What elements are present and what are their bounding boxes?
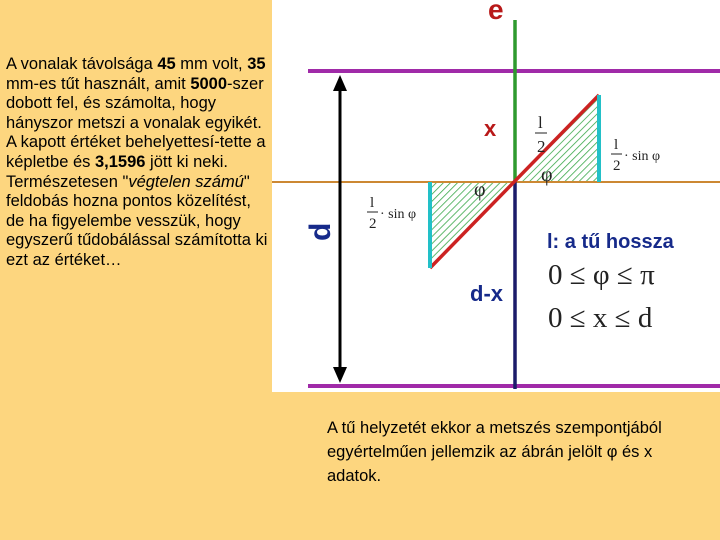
left-sin-denominator: 2 xyxy=(369,216,377,232)
right-sin-numerator: l xyxy=(614,137,619,153)
italic-phrase: végtelen számú xyxy=(128,172,244,191)
distance-value: 45 xyxy=(157,55,176,73)
throw-count-value: 5000 xyxy=(190,74,228,93)
text-part: " feldobás hozna pontos közelítést, de ha figyelembe vesszük, hogy egyszerű tűdobálással számította ki ezt az értéket… xyxy=(6,172,268,269)
label-x: x xyxy=(484,116,497,141)
phi-angle-right: φ xyxy=(541,164,553,186)
result-value: 3,1596 xyxy=(94,152,146,171)
right-sin-denominator: 2 xyxy=(613,158,621,174)
text-part: jött ki neki. Természetesen " xyxy=(6,152,228,191)
label-d: d xyxy=(304,222,337,241)
needle-length-value: 35 xyxy=(247,55,266,73)
left-sin-numerator: l xyxy=(370,195,375,211)
label-d-minus-x: d-x xyxy=(470,281,503,306)
diagram-caption: A tű helyzetét ekkor a metszés szempontjából egyértelműen jellemzik az ábrán jelölt φ és x adatok. xyxy=(327,419,662,485)
half-fraction-denominator: 2 xyxy=(537,137,546,156)
right-sin-phi: · sin φ xyxy=(624,149,661,164)
phi-angle-left: φ xyxy=(474,179,486,201)
description-paragraph xyxy=(6,55,268,271)
left-sin-phi: · sin φ xyxy=(380,207,417,222)
x-range-inequality: 0 ≤ x ≤ d xyxy=(548,302,653,334)
buffon-needle-diagram xyxy=(272,0,720,392)
text-part: mm volt, xyxy=(175,55,248,73)
text-part: -szer dobott fel, és számolta, hogy hányszor metszi a vonalak egyikét. A kapott értéket behelyettesí-tette a képletbe és xyxy=(6,74,266,171)
text-part: mm-es tűt használt, amit xyxy=(6,74,191,93)
label-e: e xyxy=(488,0,504,25)
half-fraction-numerator: l xyxy=(538,113,543,132)
text-part: A vonalak távolsága xyxy=(6,55,158,73)
needle-length-label: l: a tű hossza xyxy=(547,231,674,253)
phi-range-inequality: 0 ≤ φ ≤ π xyxy=(548,259,655,291)
